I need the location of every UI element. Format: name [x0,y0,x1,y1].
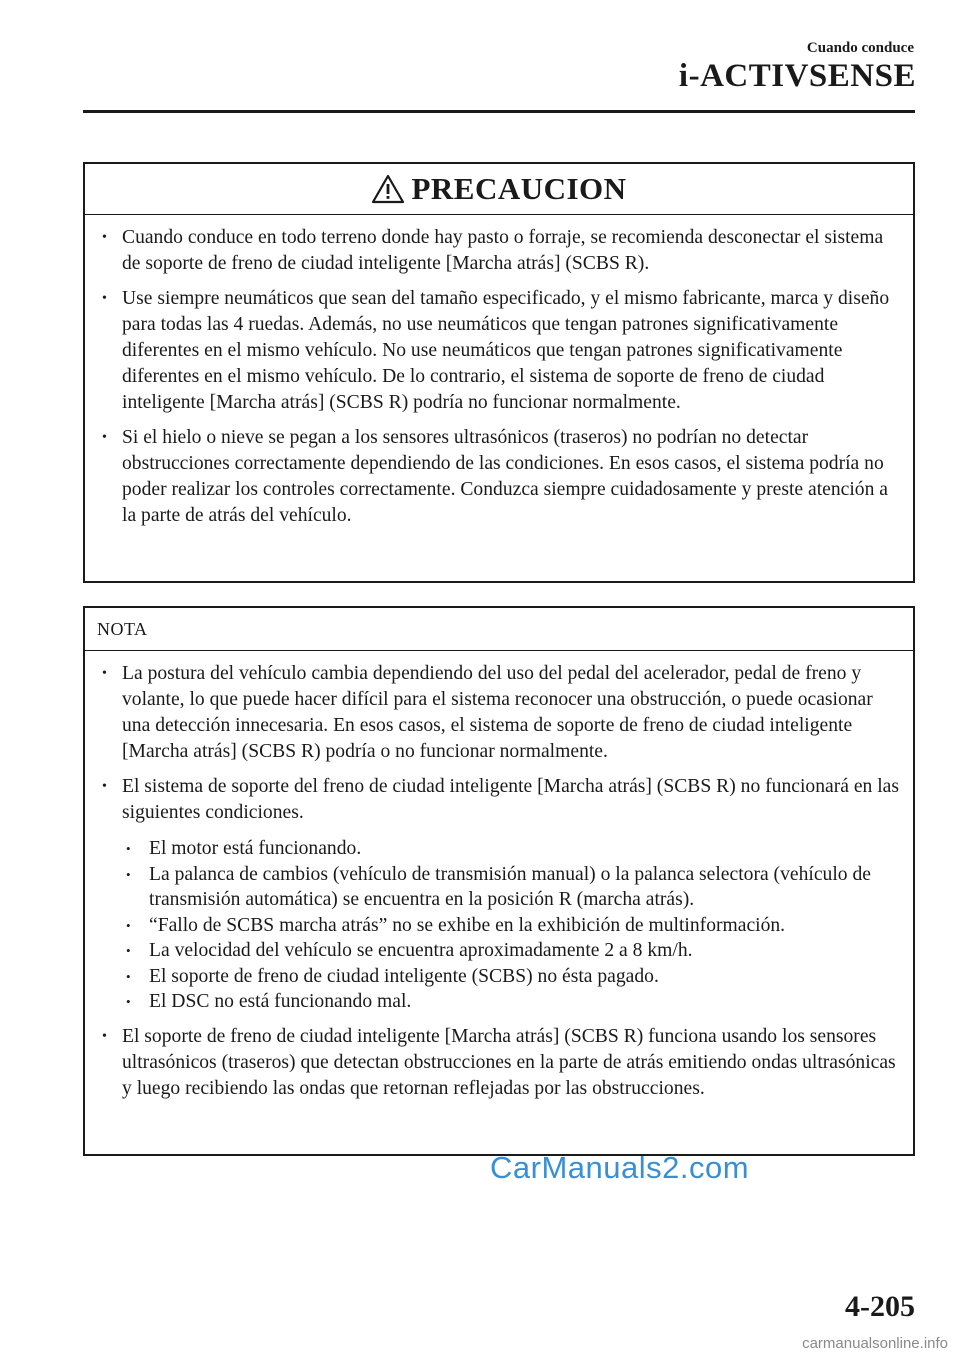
header-title: i-ACTIVSENSE [678,58,916,94]
condition-text: “Fallo de SCBS marcha atrás” no se exhibe en la exhibición de multinformación. [149,914,786,936]
caution-box [83,162,915,583]
footer-watermark: carmanualsonline.info [802,1335,948,1352]
note-list [85,651,913,1102]
bullet-icon: • [102,291,107,306]
condition-text: La palanca de cambios (vehículo de transmisión manual) o la palanca selectora (vehículo de transmisión automática) se encuentra en la posición R (marcha atrás). [149,863,871,910]
watermark-logo: CarManuals2.com [490,1150,750,1185]
header-section: Cuando conduce [806,40,914,56]
note-title: NOTA [97,618,148,639]
header-rule [83,110,915,113]
condition-text: El motor está funcionando. [149,838,362,859]
caution-list [85,215,913,529]
caution-title: PRECAUCION [411,171,627,206]
note-item-text: El soporte de freno de ciudad inteligente [Marcha atrás] (SCBS R) funciona usando los sensores ultrasónicos (traseros) que detectan obstrucciones en la parte de atrás emitiendo ondas ultrasónicas y luego recibiendo las ondas que retornan reflejadas por las obstrucciones. [122,1025,896,1099]
condition-item [124,913,903,939]
condition-item [124,964,903,990]
condition-item [124,989,903,1015]
note-item [99,1024,903,1102]
caution-item-text: Cuando conduce en todo terreno donde hay pasto o forraje, se recomienda desconectar el sistema de soporte de freno de ciudad inteligente [Marcha atrás] (SCBS R). [122,227,884,274]
sub-bullet-icon: • [126,943,131,958]
note-item [99,661,903,765]
condition-text: El DSC no está funcionando mal. [149,991,412,1012]
caution-item-text: Use siempre neumáticos que sean del tamaño especificado, y el mismo fabricante, marca y diseño para todas las 4 ruedas. Además, no use neumáticos que tengan patrones significativamente diferentes en el mismo vehículo. No use neumáticos que tengan patrones significativamente diferentes en el mismo vehículo. De lo contrario, el sistema de soporte de freno de ciudad inteligente [Marcha atrás] (SCBS R) podría no funcionar normalmente. [122,288,890,413]
bullet-icon: • [102,230,107,245]
sub-bullet-icon: • [126,866,131,882]
note-header [85,608,913,651]
caution-item [99,425,903,529]
caution-item [99,286,903,416]
sub-bullet-icon: • [126,917,131,933]
bullet-icon: • [102,430,107,445]
condition-item [124,836,903,862]
sub-bullet-icon: • [126,994,131,1009]
note-item-text: La postura del vehículo cambia dependiendo del uso del pedal del acelerador, pedal de freno y volante, lo que puede hacer difícil para el sistema reconocer una obstrucción, o puede ocasionar una detección innecesaria. En esos casos, el sistema de soporte de freno de ciudad inteligente [Marcha atrás] (SCBS R) podría o no funcionar normalmente. [122,663,873,762]
note-item [99,774,903,1015]
condition-item [124,938,903,964]
bullet-icon: • [102,779,107,794]
condition-text: El soporte de freno de ciudad inteligente (SCBS) no ésta pagado. [149,965,659,987]
page-number: 4-205 [845,1290,915,1323]
condition-list [122,836,903,1015]
condition-item [124,862,903,913]
bullet-icon: • [102,1028,107,1044]
sub-bullet-icon: • [126,968,131,984]
warning-triangle-icon [371,174,405,204]
sub-bullet-icon: • [126,841,131,856]
condition-text: La velocidad del vehículo se encuentra aproximadamente 2 a 8 km/h. [149,940,693,961]
caution-item [99,225,903,277]
note-box [83,606,915,1156]
note-item-text: El sistema de soporte del freno de ciudad inteligente [Marcha atrás] (SCBS R) no funcionará en las siguientes condiciones. [122,776,899,823]
caution-item-text: Si el hielo o nieve se pegan a los sensores ultrasónicos (traseros) no podrían no detectar obstrucciones correctamente dependiendo de las condiciones. En esos casos, el sistema podría no poder realizar los controles correctamente. Conduzca siempre cuidadosamente y preste atención a la parte de atrás del vehículo. [122,427,888,526]
bullet-icon: • [102,666,107,681]
caution-header [85,164,913,215]
